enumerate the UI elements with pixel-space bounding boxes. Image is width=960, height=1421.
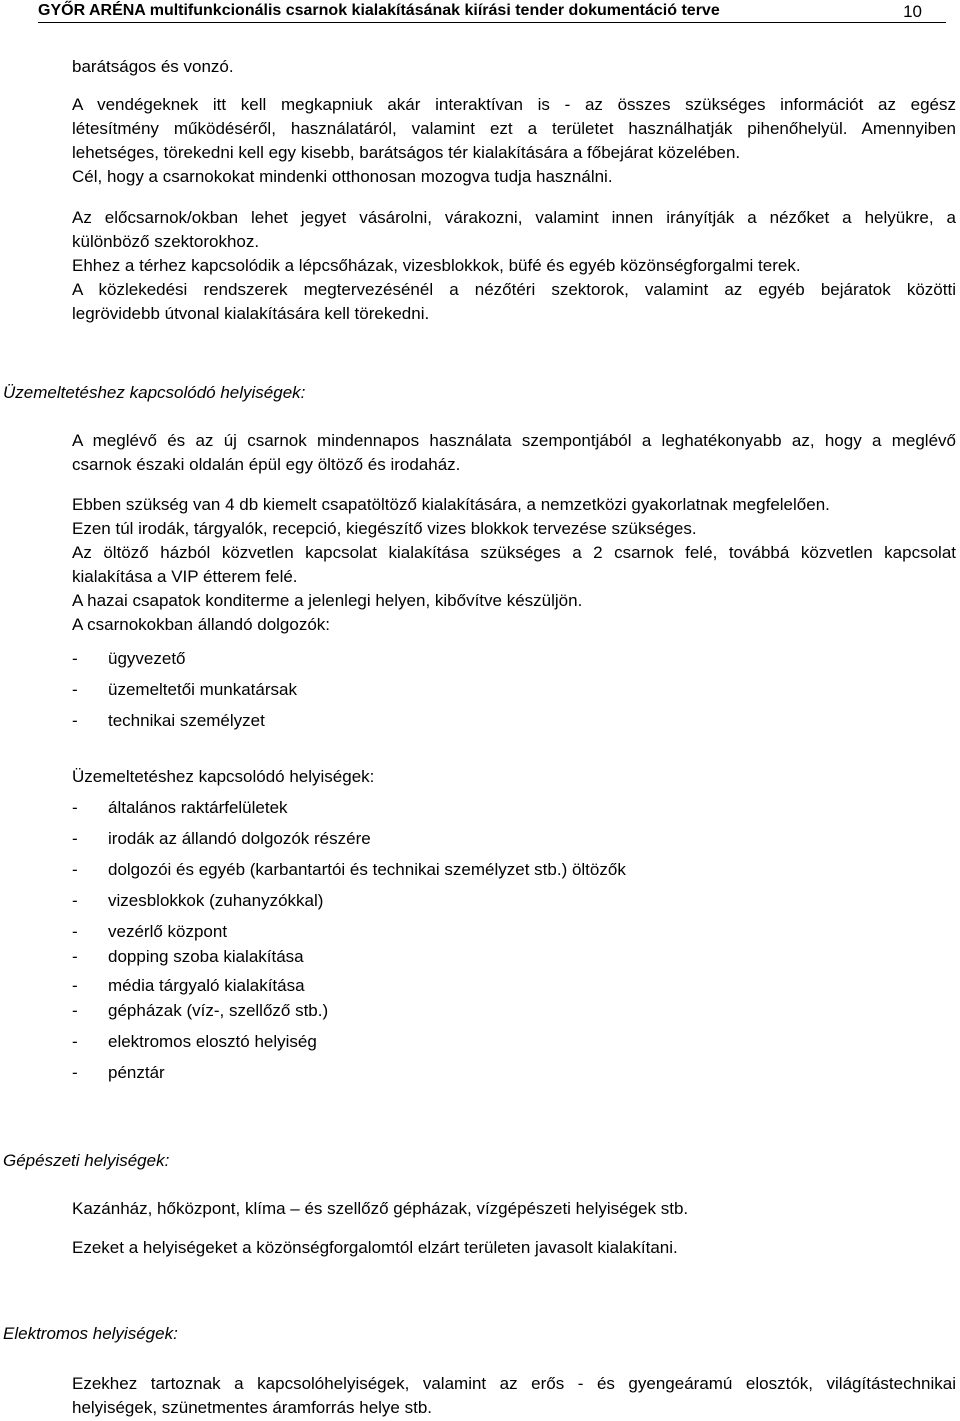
- intro-paragraph-2: [72, 206, 956, 326]
- text-line: Cél, hogy a csarnokokat mindenki otthonosan mozogva tudja használni.: [72, 167, 613, 186]
- text-line: Az előcsarnok/okban lehet jegyet vásárolni, várakozni, valamint innen irányítják a nézőket a helyükre, a: [72, 208, 956, 227]
- list-bullet: -: [72, 829, 78, 848]
- list-item-text: irodák az állandó dolgozók részére: [108, 829, 371, 848]
- list-item-text: dopping szoba kialakítása: [108, 947, 304, 966]
- text-line: Az öltöző házból közvetlen kapcsolat kialakítása szükséges a 2 csarnok felé, továbbá közvetlen kapcsolat: [72, 543, 956, 562]
- list-bullet: -: [72, 711, 78, 730]
- mechanical-paragraph-1: Kazánház, hőközpont, klíma – és szellőző gépházak, vízgépészeti helyiségek stb.: [72, 1199, 689, 1218]
- text-line: A csarnokokban állandó dolgozók:: [72, 615, 331, 634]
- list-item-text: gépházak (víz-, szellőző stb.): [108, 1001, 329, 1020]
- text-line: csarnok északi oldalán épül egy öltöző és irodaház.: [72, 455, 461, 474]
- intro-line: barátságos és vonzó.: [72, 57, 234, 76]
- section-heading-electrical: Elektromos helyiségek:: [3, 1324, 178, 1343]
- page-number: 10: [903, 2, 922, 21]
- page-header: [38, 2, 946, 23]
- list-bullet: -: [72, 922, 78, 941]
- list-bullet: -: [72, 649, 78, 668]
- text-line: Ezen túl irodák, tárgyalók, recepció, kiegészítő vizes blokkok tervezése szükséges.: [72, 519, 697, 538]
- text-line: kialakítása a VIP étterem felé.: [72, 567, 298, 586]
- text-line: A hazai csapatok konditerme a jelenlegi helyen, kibővítve készüljön.: [72, 591, 583, 610]
- mechanical-paragraph-2: Ezeket a helyiségeket a közönségforgalomtól elzárt területen javasolt kialakítani.: [72, 1238, 678, 1257]
- text-line: A meglévő és az új csarnok mindennapos használata szempontjából a leghatékonyabb az, hogy a meglévő: [72, 431, 956, 450]
- list-bullet: -: [72, 1063, 78, 1082]
- text-line: A vendégeknek itt kell megkapniuk akár interaktívan is - az összes szükséges információt az egész: [72, 95, 956, 114]
- list-item-text: média tárgyaló kialakítása: [108, 976, 305, 995]
- text-line: helyiségek, szünetmentes áramforrás helye stb.: [72, 1398, 433, 1417]
- list-bullet: -: [72, 891, 78, 910]
- list-item-text: dolgozói és egyéb (karbantartói és technikai személyzet stb.) öltözők: [108, 860, 626, 879]
- text-line: lehetséges, törekedni kell egy kisebb, barátságos tér kialakítására a főbejárat közelében.: [72, 143, 741, 162]
- text-line: Ehhez a térhez kapcsolódik a lépcsőházak, vizesblokkok, büfé és egyéb közönségforgalmi terek.: [72, 256, 801, 275]
- electrical-paragraph-1: [72, 1372, 956, 1420]
- text-line: Ezekhez tartoznak a kapcsolóhelyiségek, valamint az erős - és gyengeáramú elosztók, világítástechnikai: [72, 1374, 956, 1393]
- text-line: különböző szektorokhoz.: [72, 232, 260, 251]
- list-bullet: -: [72, 860, 78, 879]
- list-item-text: pénztár: [108, 1063, 165, 1082]
- list-bullet: -: [72, 798, 78, 817]
- list-item-text: általános raktárfelületek: [108, 798, 288, 817]
- operations-paragraph-1: [72, 429, 956, 477]
- sub-heading-rooms: Üzemeltetéshez kapcsolódó helyiségek:: [72, 767, 375, 786]
- document-title: GYŐR ARÉNA multifunkcionális csarnok kialakításának kiírási tender dokumentáció terve: [38, 2, 720, 19]
- list-bullet: -: [72, 1032, 78, 1051]
- text-line: legrövidebb útvonal kialakítására kell törekedni.: [72, 304, 430, 323]
- text-line: Ebben szükség van 4 db kiemelt csapatöltöző kialakítására, a nemzetközi gyakorlatnak megfelelően.: [72, 495, 830, 514]
- list-item-text: ügyvezető: [108, 649, 186, 668]
- list-item-text: technikai személyzet: [108, 711, 265, 730]
- section-heading-operations: Üzemeltetéshez kapcsolódó helyiségek:: [3, 383, 306, 402]
- intro-paragraph-1: [72, 93, 956, 189]
- list-item-text: üzemeltetői munkatársak: [108, 680, 297, 699]
- list-bullet: -: [72, 1001, 78, 1020]
- list-bullet: -: [72, 947, 78, 966]
- list-bullet: -: [72, 680, 78, 699]
- list-item-text: vezérlő központ: [108, 922, 228, 941]
- list-item-text: vizesblokkok (zuhanyzókkal): [108, 891, 324, 910]
- list-bullet: -: [72, 976, 78, 995]
- text-line: létesítmény működéséről, használatáról, valamint ezt a területet használhatják pihenőhelyül. Amennyiben: [72, 119, 956, 138]
- section-heading-mechanical: Gépészeti helyiségek:: [3, 1151, 170, 1170]
- list-item-text: elektromos elosztó helyiség: [108, 1032, 317, 1051]
- text-line: A közlekedési rendszerek megtervezésénél a nézőtéri szektorok, valamint az egyéb bejáratok közötti: [72, 280, 956, 299]
- operations-paragraph-2: [72, 493, 956, 637]
